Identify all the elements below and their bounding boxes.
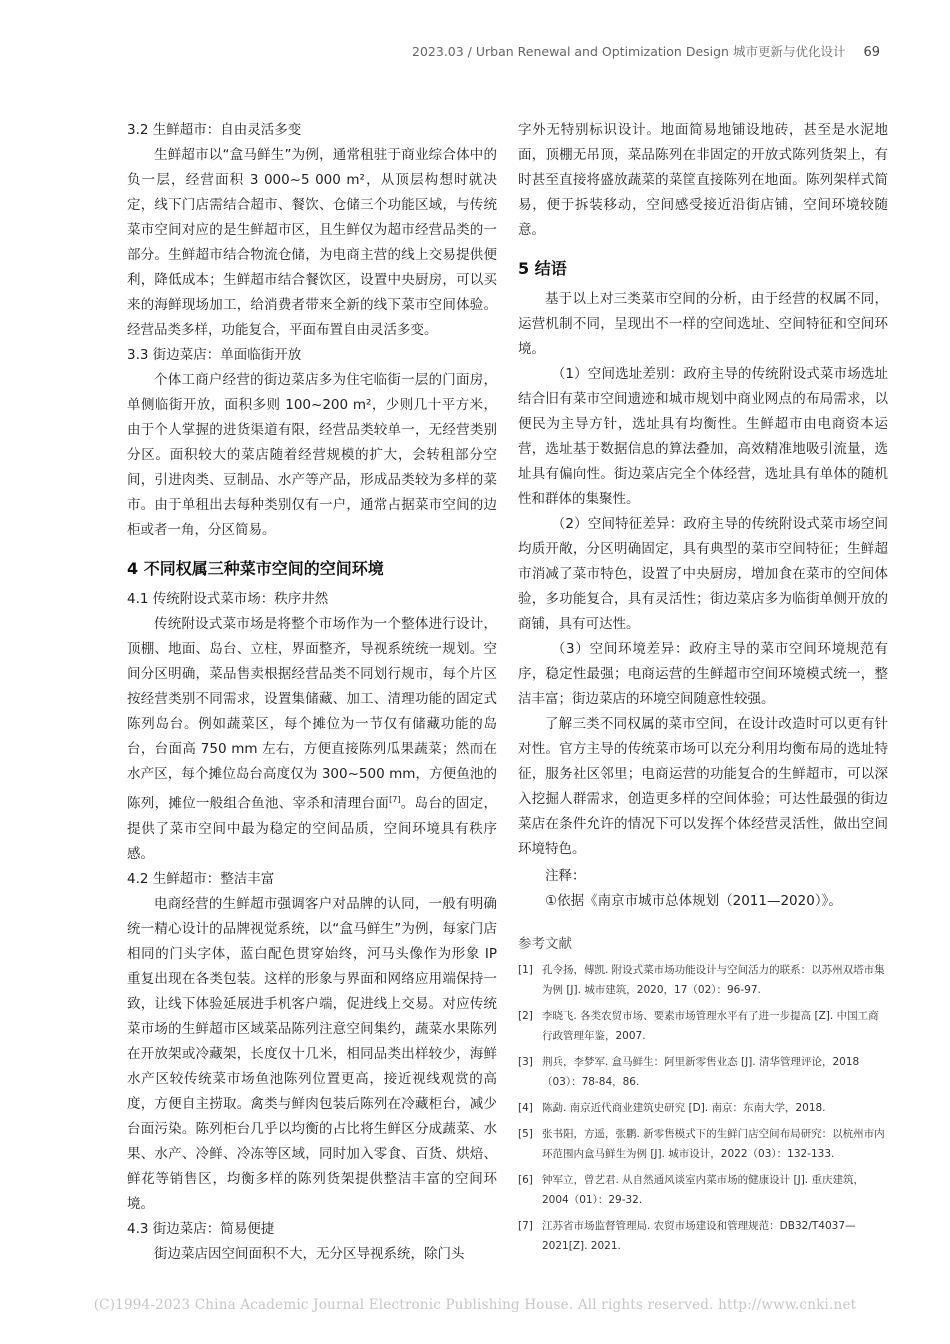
section-4-2-paragraph: 电商经营的生鲜超市强调客户对品牌的认同，一般有明确统一精心设计的品牌视觉系统，以“盒马鲜生”为例，每家门店相同的门头字体，蓝白配色贯穿始终，河马头像作为形象 IP 重复出现在各类包装。这样的形象与界面和网络应用端保持一致，让线下体验延展进手机客户端，促进线上交易。对应传统菜市场的生鲜超市区域菜品陈列注意空间集约，蔬菜水果陈列在开放架或冷藏架，长度仅十几米，相同品类出样较少，海鲜水产区较传统菜市场鱼池陈列位置更高，接近视线观赏的高度，方便自主捞取。禽类与鲜肉包装后陈列在冷藏柜台，减少台面污染。陈列柜台几乎以均衡的占比将生鲜区分成蔬菜、水果、水产、冷鲜、冷冻等区域，同时加入零食、百货、烘焙、鲜花等销售区，均衡多样的陈列货架提供整洁丰富的空间环境。 — [127, 895, 497, 1212]
section-4-1-title: 4.1 传统附设式菜市场：秩序井然 — [127, 591, 329, 607]
note-1: ①依据《南京市城市总体规划（2011—2020）》。 — [545, 893, 842, 909]
conclusion-paragraph-5: 了解三类不同权属的菜市空间，在设计改造时可以更有针对性。官方主导的传统菜市场可以充分利用均衡布局的选址特征，服务社区邻里；电商运营的功能复合的生鲜超市，可以深入挖掘人群需求，创造更多样的空间体验；可达性最强的街边菜店在条件允许的情况下可以发挥个体经营灵活性，做出空间环境特色。 — [518, 716, 888, 857]
section-4-1-text-end: 。岛台的固定，提供了菜市空间中最为稳定的空间品质，空间环境具有秩序感。 — [127, 795, 498, 862]
section-4-title: 4 不同权属三种菜市空间的空间环境 — [127, 559, 384, 578]
references-list — [518, 960, 888, 1256]
section-4-1-paragraph — [127, 612, 497, 867]
right-column — [518, 118, 888, 1262]
reference-item — [518, 1124, 888, 1164]
section-3-2-paragraph: 生鲜超市以“盒马鲜生”为例，通常租驻于商业综合体中的负一层，经营面积 3 000~5 000 m²，从顶层构想时就决定，线下门店需结合超市、餐饮、仓储三个功能区域，与传统菜市空间对应的是生鲜超市区，且生鲜仅为超市经营品类的一部分。生鲜超市结合物流仓储，为电商主营的线上交易提供便利，降低成本；生鲜超市结合餐饮区，设置中央厨房，可以买来的海鲜现场加工，给消费者带来全新的线下菜市空间体验。经营品类多样，功能复合，平面布置自由灵活多变。 — [127, 147, 497, 338]
reference-text: 钟军立，曾艺君. 从自然通风谈室内菜市场的健康设计 [J]. 重庆建筑，2004（01）：29-32. — [542, 1174, 864, 1206]
reference-text: 荆兵，李梦军. 盒马鲜生：阿里新零售业态 [J]. 清华管理评论，2018（03）：78-84，86. — [542, 1056, 860, 1088]
reference-text: 陈勐. 南京近代商业建筑史研究 [D]. 南京：东南大学，2018. — [542, 1102, 826, 1114]
reference-number: [7] — [518, 1220, 533, 1232]
reference-item — [518, 1216, 888, 1256]
citation-7: [7] — [389, 795, 401, 804]
section-3-2-title: 3.2 生鲜超市：自由灵活多变 — [127, 122, 302, 138]
reference-text: 江苏省市场监督管理局. 农贸市场建设和管理规范：DB32/T4037—2021[Z]. 2021. — [542, 1220, 856, 1252]
references-title: 参考文献 — [518, 936, 572, 952]
section-3-3-title: 3.3 街边菜店：单面临街开放 — [127, 347, 302, 363]
reference-item — [518, 1098, 888, 1118]
conclusion-paragraph-4: （3）空间环境差异：政府主导的菜市空间环境规范有序，稳定性最强；电商运营的生鲜超市空间环境模式统一，整洁丰富；街边菜店的环境空间随意性较强。 — [518, 641, 888, 707]
conclusion-paragraph-1: 基于以上对三类菜市空间的分析，由于经营的权属不同，运营机制不同，呈现出不一样的空间选址、空间特征和空间环境。 — [518, 291, 888, 357]
page-number: 69 — [863, 45, 880, 60]
notes-label: 注释： — [545, 868, 586, 884]
reference-number: [5] — [518, 1128, 533, 1140]
section-4-2-title: 4.2 生鲜超市：整洁丰富 — [127, 870, 275, 887]
reference-text: 李晓飞. 各类农贸市场、要素市场管理水平有了进一步提高 [Z]. 中国工商行政管理年鉴，2007. — [542, 1010, 879, 1042]
reference-item — [518, 1052, 888, 1092]
copyright-footer: (C)1994-2023 China Academic Journal Electronic Publishing House. All rights reserved. http://www.cnki.net — [93, 1297, 857, 1313]
section-4-3-paragraph: 街边菜店因空间面积不大，无分区导视系统，除门头 — [154, 1245, 465, 1262]
reference-number: [4] — [518, 1102, 533, 1114]
reference-number: [2] — [518, 1010, 533, 1022]
section-3-3-paragraph: 个体工商户经营的街边菜店多为住宅临街一层的门面房，单侧临街开放，面积多则 100~200 m²，少则几十平方米，由于个人掌握的进货渠道有限，经营品类较单一，无经营类别分区。面积较大的菜店随着经营规模的扩大，会转租部分空间，引进肉类、豆制品、水产等产品，形成品类较为多样的菜市。由于单租出去每种类别仅有一户，通常占据菜市空间的边柜或者一角，分区简易。 — [127, 372, 497, 538]
conclusion-paragraph-3: （2）空间特征差异：政府主导的传统附设式菜市场空间均质开敞，分区明确固定，具有典型的菜市空间特征；生鲜超市消减了菜市特色，设置了中央厨房，增加食在菜市的空间体验，多功能复合，具有灵活性；街边菜店多为临街单侧开放的商铺，具有可达性。 — [518, 516, 888, 632]
running-title: 2023.03 / Urban Renewal and Optimization Design 城市更新与优化设计 — [412, 44, 846, 59]
reference-item — [518, 1170, 888, 1210]
section-4-1-text: 传统附设式菜市场是将整个市场作为一个整体进行设计，顶棚、地面、岛台、立柱，界面整齐，导视系统统一规划。空间分区明确，菜品售卖根据经营品类不同划行规市，每个片区按经营类别不同需求，设置集储藏、加工、清理功能的固定式陈列岛台。例如蔬菜区，每个摊位为一节仅有储藏功能的岛台，台面高 750 mm 左右，方便直接陈列瓜果蔬菜；然而在水产区，每个摊位岛台高度仅为 300~500 mm，方便鱼池的陈列，摊位一般组合鱼池、宰杀和清理台面 — [127, 616, 497, 812]
conclusion-paragraph-2: （1）空间选址差别：政府主导的传统附设式菜市场选址结合旧有菜市空间遗迹和城市规划中商业网点的布局需求，以便民为主导方针，选址具有均衡性。生鲜超市由电商资本运营，选址基于数据信息的算法叠加，高效精准地吸引流量，选址具有偏向性。街边菜店完全个体经营，选址具有单体的随机性和群体的集聚性。 — [518, 366, 888, 507]
reference-number: [1] — [518, 964, 533, 976]
section-4-3-title: 4.3 街边菜店：简易便捷 — [127, 1220, 275, 1237]
left-column — [127, 118, 497, 1267]
reference-item — [518, 960, 888, 1000]
reference-number: [3] — [518, 1056, 533, 1068]
section-5-title: 5 结语 — [518, 259, 567, 278]
reference-text: 孔令扬，傅凯. 附设式菜市场功能设计与空间活力的联系：以苏州双塔市集为例 [J]. 城市建筑，2020，17（02）：96-97. — [542, 964, 885, 996]
reference-item — [518, 1006, 888, 1046]
running-header — [0, 42, 880, 60]
reference-text: 张书阳，方遥，张鹏. 新零售模式下的生鲜门店空间布局研究：以杭州市内环范围内盒马鲜生为例 [J]. 城市设计，2022（03）：132-133. — [542, 1128, 885, 1160]
reference-number: [6] — [518, 1174, 533, 1186]
continued-paragraph: 字外无特别标识设计。地面简易地铺设地砖，甚至是水泥地面，顶棚无吊顶，菜品陈列在非固定的开放式陈列货架上，有时甚至直接将盛放蔬菜的菜筐直接陈列在地面。陈列架样式简易，便于拆装移动，空间感受接近沿街店铺，空间环境较随意。 — [518, 122, 888, 238]
